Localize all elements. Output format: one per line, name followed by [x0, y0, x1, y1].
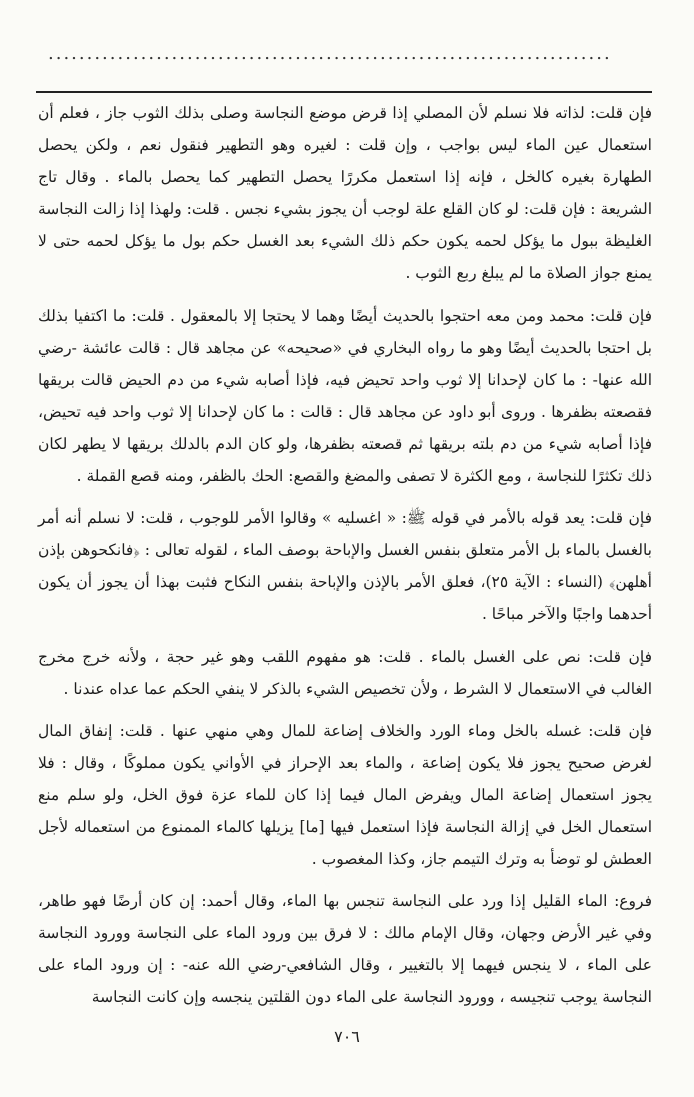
paragraph-6: فروع: الماء القليل إذا ورد على النجاسة تنجس بها الماء، وقال أحمد: إن كان أرضًا فهو طاهر، وفي غير الأرض وجهان، وقال الإمام مالك : لا فرق بين ورود الماء على النجاسة وورود النجاسة على الماء ، لا ينجس فيهما إلا بالتغيير ، وقال الشافعي-رضي الله عنه- : إن ورود الماء على النجاسة يوجب تنجيسه ، وورود النجاسة على الماء دون القلتين ينجسه وإن كانت النجاسة: [38, 892, 652, 1007]
paragraph-1: فإن قلت: لذاته فلا نسلم لأن المصلي إذا قرض موضع النجاسة وصلى بذلك الثوب جاز ، فعلم أن استعمال عين الماء ليس بواجب ، وإن قلت : لغيره وهو التطهير فنقول نعم ، ولكن يحصل الطهارة بغيره كالخل ، فإنه إذا استعمل مكررًا يحصل التطهير كما يحصل بالماء . وقال تاج الشريعة : فإن قلت: لو كان القلع علة لوجب أن يجوز بشيء نجس . قلت: ولهذا إذا زالت النجاسة الغليظة ببول ما يؤكل لحمه يكون حكم ذلك الشيء بعد الغسل حكم بول ما يؤكل لحمه حتى لا يمنع جواز الصلاة ما لم يبلغ ربع الثوب .: [38, 104, 652, 283]
header-rule: [36, 91, 652, 93]
paragraph-2: فإن قلت: محمد ومن معه احتجوا بالحديث أيضًا وهما لا يحتجا إلا بالمعقول . قلت: ما اكتفيا بذلك بل احتجا بالحديث أيضًا وهو ما رواه البخاري في «صحيحه» عن مجاهد قال : قالت عائشة -رضي الله عنها- : ما كان لإحدانا إلا ثوب واحد تحيض فيه، فإذا أصابه شيء من دم الحيض قالت بريقها فقصعته بظفرها . وروى أبو داود عن مجاهد قال : قالت : ما كان لإحدانا إلا ثوب واحد فيه تحيض، فإذا أصابه شيء من دم بلته بريقها ثم قصعته بظفرها، ولو كان الدم بالدلك بريقها لا يطهر لكان ذلك تكثرًا للنجاسة ، ومع الكثرة لا تصفى والمضغ والقصع: الحك بالظفر، ومنه قصع القملة .: [38, 306, 652, 486]
page-body: [38, 97, 652, 1024]
page-number: ٧٠٦: [334, 1027, 360, 1046]
header-dotted-line: .........................................................................: [48, 44, 612, 64]
paragraph-4: فإن قلت: نص على الغسل بالماء . قلت: هو مفهوم اللقب وهو غير حجة ، ولأنه خرج مخرج الغالب في الاستعمال لا الشرط ، ولأن تخصيص الشيء بالذكر لا ينفي الحكم عما عداه عندنا .: [38, 647, 652, 698]
paragraph-5: فإن قلت: غسله بالخل وماء الورد والخلاف إضاعة للمال وهي منهي عنها . قلت: إنفاق المال لغرض صحيح يجوز فلا يكون إضاعة ، والماء بعد الإحراز في الأواني يكون مملوكًا ، وقال : فلا يجوز استعمال إضاعة المال ويفرض المال فيما إذا كان للماء عزة فوق الخل، ولو سلم منع استعمال الخل في إزالة النجاسة فإذا استعمل فيها [ما] يزيلها كالماء الممنوع من استعماله لأجل العطش لو توضأ به وترك التيمم جاز، وكذا المغصوب .: [38, 721, 652, 869]
paragraph-3: فإن قلت: يعد قوله بالأمر في قوله ﷺ: « اغسليه » وقالوا الأمر للوجوب ، قلت: لا نسلم أنه أمر بالغسل بالماء بل الأمر متعلق بنفس الغسل والإباحة بوصف الماء ، لقوله تعالى : ﴿فانكحوهن بإذن أهلهن﴾ (النساء : الآية ٢٥)، فعلق الأمر بالإذن والإباحة بنفس النكاح فثبت بهذا أن يجوز أن يكون أحدهما واجبًا والآخر مباحًا .: [38, 509, 652, 624]
